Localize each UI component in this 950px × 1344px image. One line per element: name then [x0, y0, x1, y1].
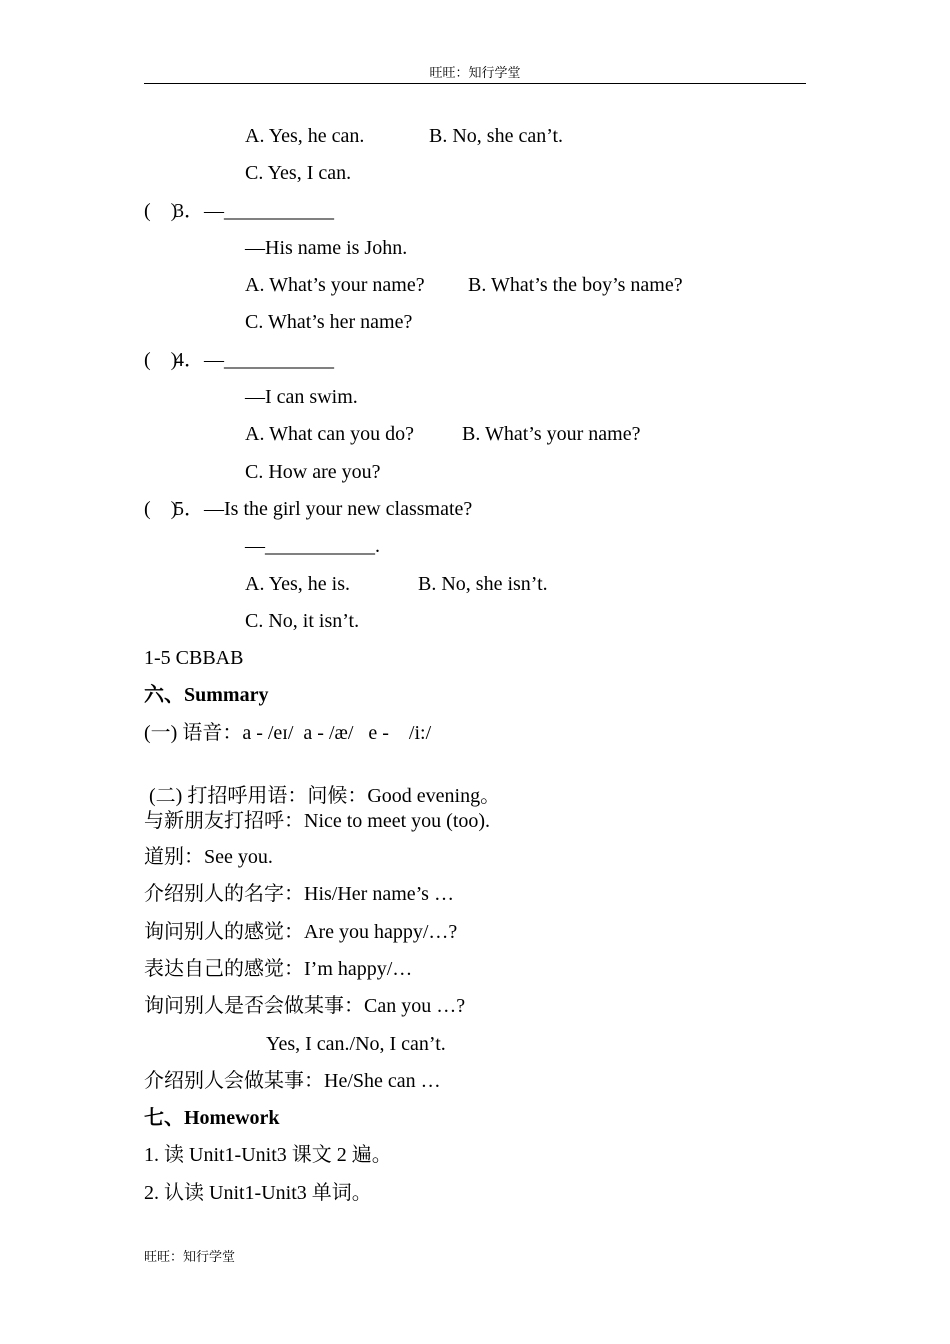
q4-stem-line: [144, 342, 806, 379]
q5-options-ab: [144, 566, 806, 603]
summary-line-ask-feeling: 询问别人的感觉：Are you happy/…?: [144, 920, 458, 943]
summary-line-goodbye: 道别：See you.: [144, 846, 273, 869]
q2-option-c: C. Yes, I can.: [245, 162, 352, 185]
homework-heading: [144, 1100, 806, 1137]
q3-reply: —His name is John.: [245, 236, 408, 259]
document-body: [144, 118, 806, 1212]
summary-phonics: (一) 语音：a - /eɪ/ a - /æ/ e - /i:/: [144, 721, 432, 744]
q2-option-a: A. Yes, he can.: [245, 125, 365, 147]
q4-option-c: C. How are you?: [245, 460, 381, 483]
summary-greetings-title: (二) 打招呼用语：问候：Good evening。: [144, 785, 501, 808]
q5-stem: 5．—Is the girl your new classmate?: [174, 497, 473, 520]
q3-answer-paren: ( ): [144, 199, 178, 222]
q4-options-ab: [144, 416, 806, 453]
q5-reply: —___________.: [245, 535, 380, 558]
q5-stem-line: [144, 491, 806, 528]
q4-option-a: A. What can you do?: [245, 423, 415, 446]
q3-options-ab: [144, 267, 806, 304]
q4-reply: —I can swim.: [245, 386, 358, 409]
summary-line-nice-to-meet: 与新朋友打招呼：Nice to meet you (too).: [144, 810, 491, 833]
header-rule: [144, 83, 806, 84]
q3-option-c: C. What’s her name?: [245, 311, 413, 334]
summary-heading-text: Summary: [184, 684, 269, 707]
q4-option-b: B. What’s your name?: [462, 423, 641, 446]
page-footer: 旺旺：知行学堂: [144, 1249, 236, 1264]
q2-options-ab: [144, 118, 806, 155]
page-header: 旺旺：知行学堂: [429, 65, 521, 80]
q3-option-b: B. What’s the boy’s name?: [468, 274, 683, 297]
summary-line-ask-ability: 询问别人是否会做某事：Can you …?: [144, 995, 466, 1018]
homework-item-2: 2. 认读 Unit1-Unit3 单词。: [144, 1181, 372, 1204]
summary-heading: [144, 677, 806, 714]
q5-option-c: C. No, it isn’t.: [245, 609, 360, 632]
q5-answer-paren: ( ): [144, 497, 178, 520]
q5-option-a: A. Yes, he is.: [245, 572, 351, 595]
homework-item-1: 1. 读 Unit1-Unit3 课文 2 遍。: [144, 1144, 392, 1167]
q3-stem: 3．—___________: [174, 199, 334, 222]
q3-stem-line: [144, 193, 806, 230]
q4-stem: 4．—___________: [174, 348, 334, 371]
summary-line-express-feeling: 表达自己的感觉：I’m happy/…: [144, 957, 413, 980]
q5-option-b: B. No, she isn’t.: [418, 572, 548, 595]
summary-ability-reply: Yes, I can./No, I can’t.: [266, 1032, 446, 1055]
homework-heading-number: 七、: [144, 1107, 184, 1130]
summary-heading-number: 六、: [144, 684, 184, 707]
q3-option-a: A. What’s your name?: [245, 274, 425, 297]
blank-spacer: [144, 752, 806, 782]
summary-line-intro-name: 介绍别人的名字：His/Her name’s …: [144, 883, 454, 906]
q2-option-b: B. No, she can’t.: [429, 125, 564, 147]
homework-heading-text: Homework: [184, 1107, 280, 1130]
q4-answer-paren: ( ): [144, 348, 178, 371]
summary-line-intro-ability: 介绍别人会做某事：He/She can …: [144, 1069, 441, 1092]
answer-key: 1-5 CBBAB: [144, 647, 244, 670]
